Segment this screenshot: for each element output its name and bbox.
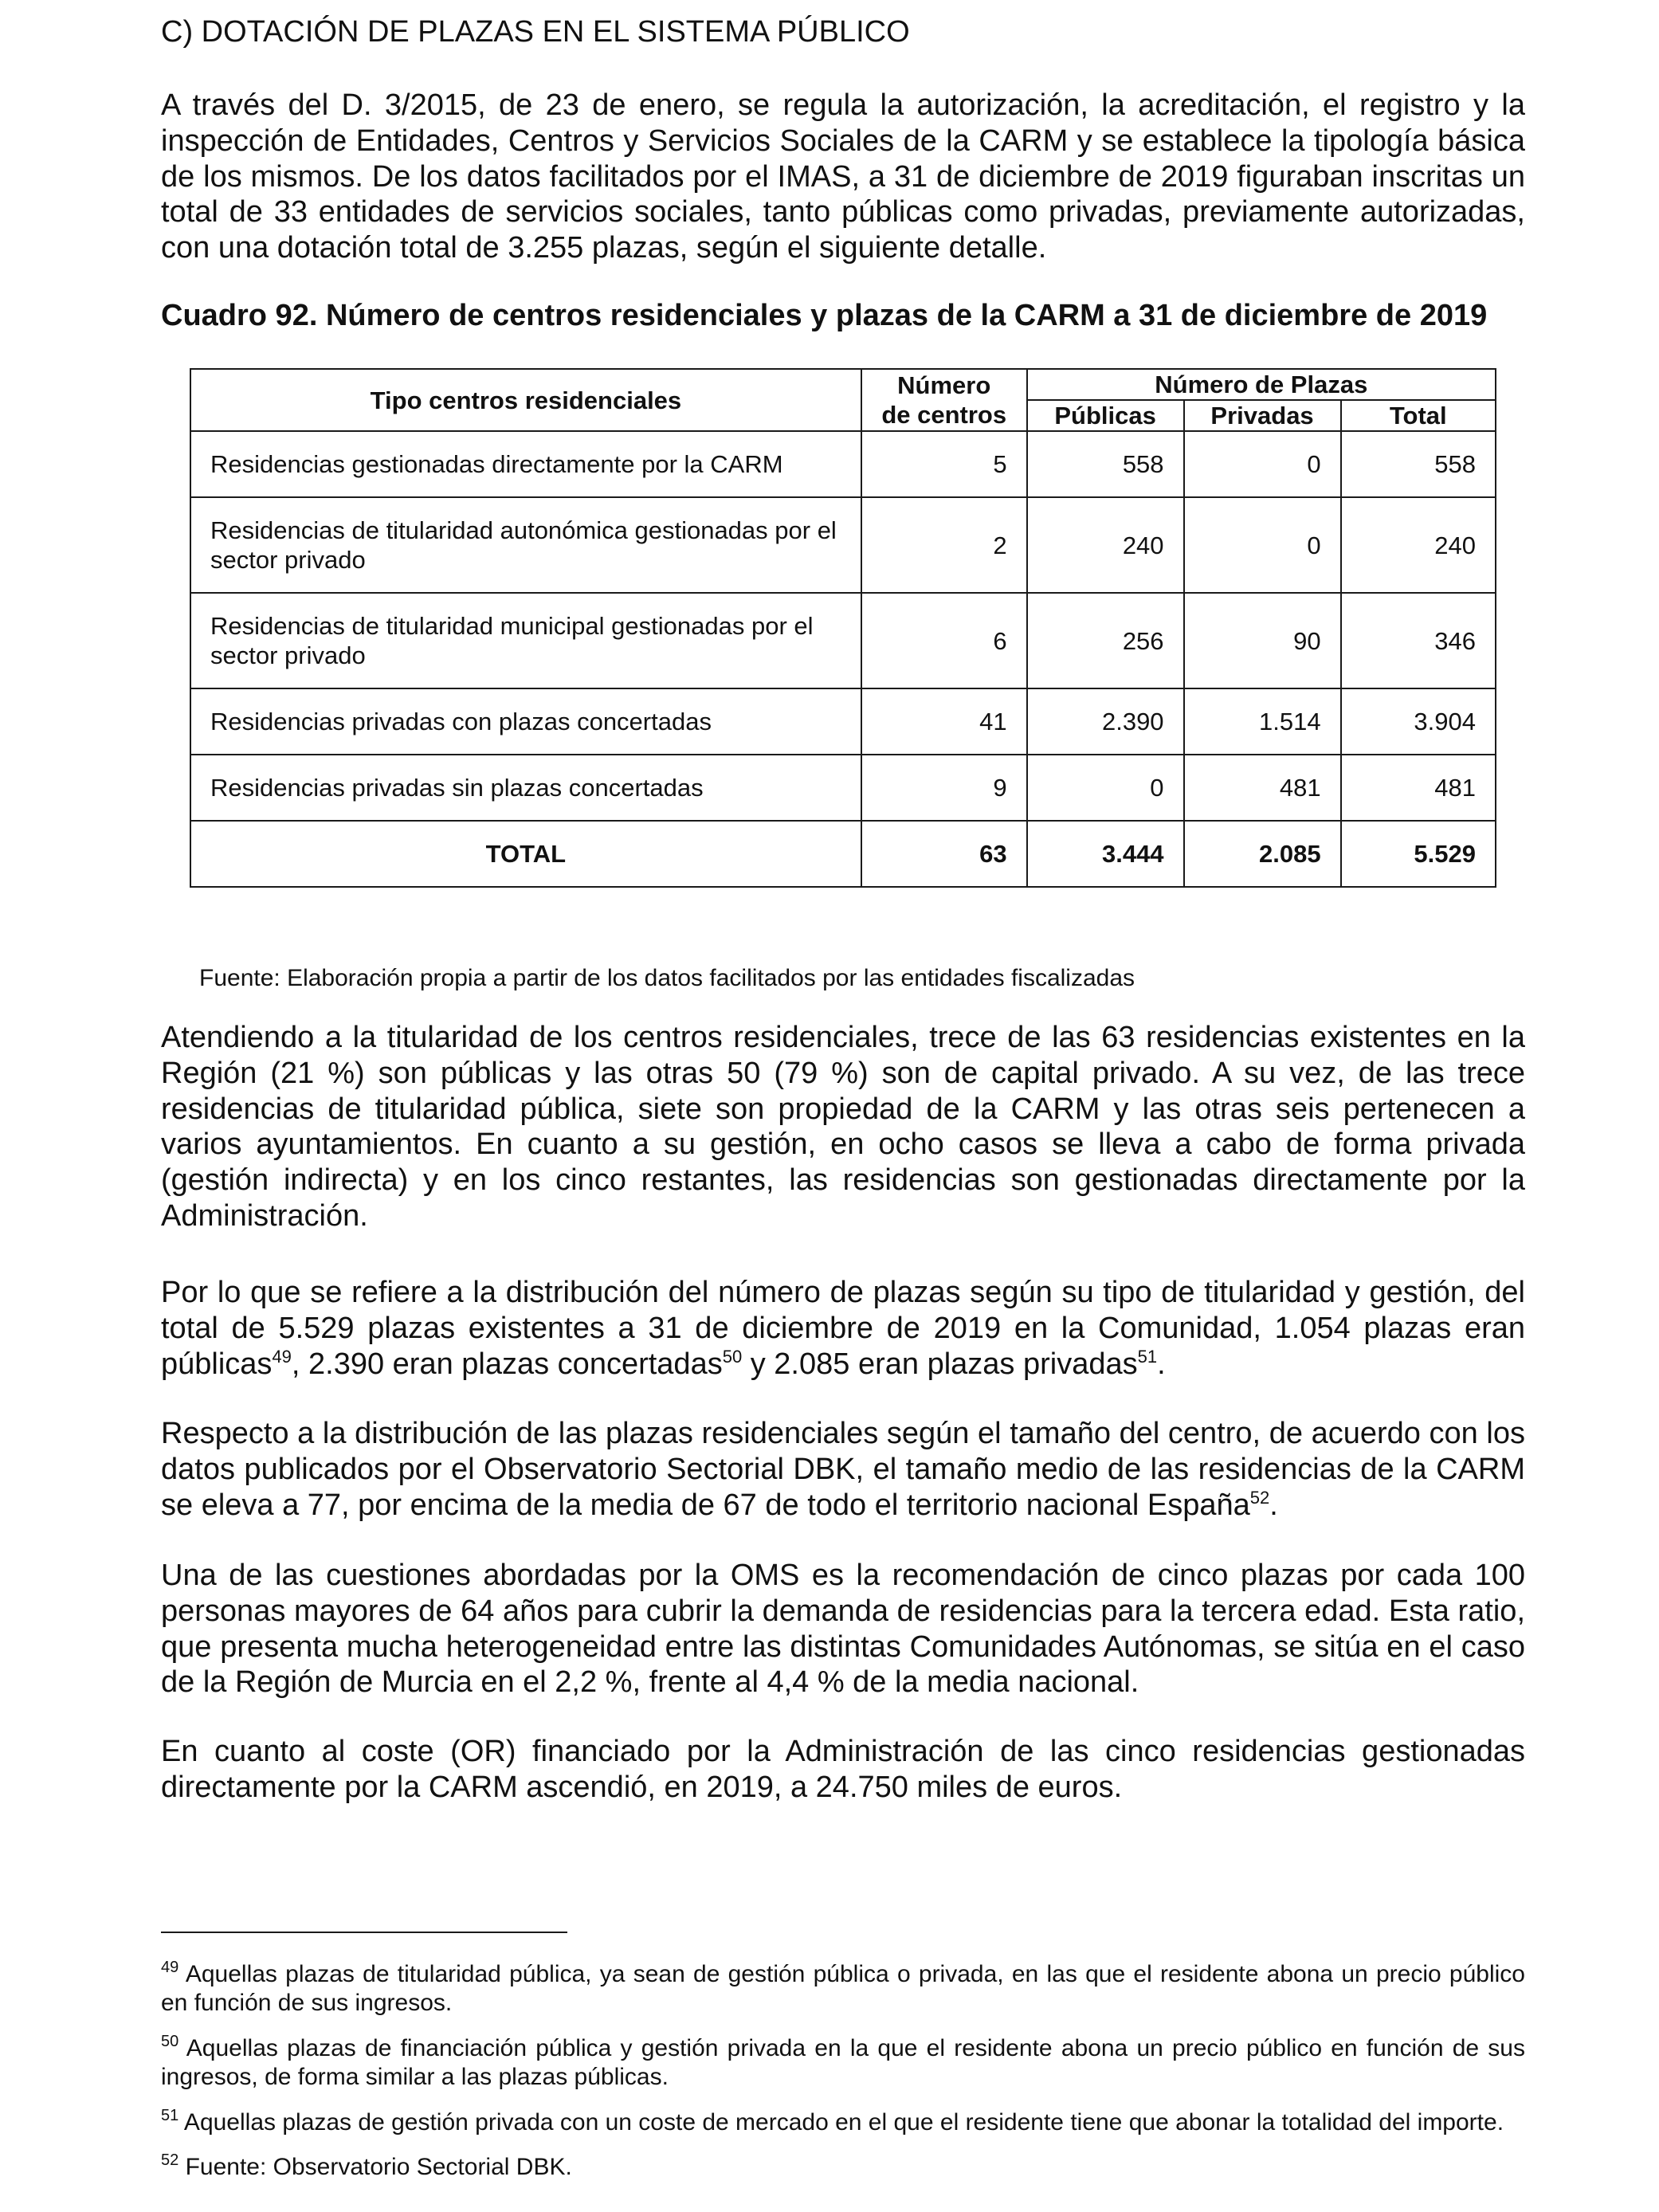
titularidad-paragraph: Atendiendo a la titularidad de los centros residenciales, trece de las 63 residencias existentes en la Región (21 %) son públicas y las otras 50 (79 %) son de capital privado. A su vez, de las trece residencias de titularidad pública, siete son propiedad de la CARM y las otras seis pertenecen a varios ayuntamientos. En cuanto a su gestión, en ocho casos se lleva a cabo de forma privada (gestión indirecta) y en los cinco restantes, las residencias son gestionadas directamente por la Administración. [161,1021,1525,1233]
cell-tipo: Residencias privadas con plazas concertadas [190,688,861,755]
cell-total: 5.529 [1341,821,1496,887]
footnote-51 [161,2108,1525,2137]
cell-publicas: 2.390 [1027,688,1184,755]
footnote-number: 52 [161,2151,179,2169]
header-numero-plazas: Número de Plazas [1027,369,1496,400]
cell-total: 3.904 [1341,688,1496,755]
footnote-text: Aquellas plazas de titularidad pública, ya sean de gestión pública o privada, en las que el residente abona un precio público en función de sus ingresos. [161,1961,1525,2016]
footnote-ref-52[interactable]: 52 [1249,1487,1270,1508]
coste-paragraph: En cuanto al coste (OR) financiado por la Administración de las cinco residencias gestionadas directamente por la CARM ascendió, en 2019, a 24.750 miles de euros. [161,1735,1525,1804]
cell-privadas: 2.085 [1184,821,1341,887]
cell-privadas: 90 [1184,593,1341,688]
cell-centros: 9 [861,755,1027,821]
cell-publicas: 0 [1027,755,1184,821]
distribucion-text-4: . [1157,1347,1166,1381]
tamano-paragraph [161,1416,1525,1523]
footnote-text: Aquellas plazas de financiación pública y gestión privada en la que el residente abona un precio público en función de sus ingresos, de forma similar a las plazas públicas. [161,2035,1525,2090]
cell-publicas: 558 [1027,431,1184,497]
table-row [190,688,1496,755]
tamano-end: . [1269,1488,1278,1522]
footnote-ref-49[interactable]: 49 [272,1346,292,1367]
footnote-divider [161,1932,567,1933]
table-source: Fuente: Elaboración propia a partir de los datos facilitados por las entidades fiscalizadas [199,965,1135,991]
cell-centros: 5 [861,431,1027,497]
table-caption: Cuadro 92. Número de centros residenciales y plazas de la CARM a 31 de diciembre de 2019 [161,299,1488,332]
cell-centros: 2 [861,497,1027,593]
cell-total: 558 [1341,431,1496,497]
footnote-number: 49 [161,1959,179,1976]
cell-total: 346 [1341,593,1496,688]
tamano-text: Respecto a la distribución de las plazas residenciales según el tamaño del centro, de acuerdo con los datos publicados por el Observatorio Sectorial DBK, el tamaño medio de las residencias de la CARM se eleva a 77, por encima de la media de 67 de todo el territorio nacional España [161,1417,1525,1522]
table-row [190,593,1496,688]
header-numero-centros: Número de centros [861,369,1027,431]
table-row [190,755,1496,821]
cell-total-label: TOTAL [190,821,861,887]
cell-publicas: 3.444 [1027,821,1184,887]
cell-tipo: Residencias de titularidad autonómica gestionadas por el sector privado [190,497,861,593]
cell-centros: 6 [861,593,1027,688]
distribucion-text-3: y 2.085 eran plazas privadas [742,1347,1138,1381]
distribucion-text-1: Por lo que se refiere a la distribución del número de plazas según su tipo de titularidad y gestión, del total de 5.529 plazas existentes a 31 de diciembre de 2019 en la Comunidad, 1.054 plazas eran públicas [161,1276,1525,1381]
cell-privadas: 0 [1184,431,1341,497]
cell-tipo: Residencias privadas sin plazas concertadas [190,755,861,821]
oms-paragraph: Una de las cuestiones abordadas por la OMS es la recomendación de cinco plazas por cada 100 personas mayores de 64 años para cubrir la demanda de residencias para la tercera edad. Esta ratio, que presenta mucha heterogeneidad entre las distintas Comunidades Autónomas, se sitúa en el caso de la Región de Murcia en el 2,2 %, frente al 4,4 % de la media nacional. [161,1559,1525,1700]
cell-centros: 63 [861,821,1027,887]
table-header-row [190,369,1496,400]
footnote-52 [161,2153,1525,2182]
header-publicas: Públicas [1027,400,1184,431]
residential-centers-table [190,368,1496,888]
cell-total: 240 [1341,497,1496,593]
distribucion-paragraph [161,1275,1525,1382]
footnote-50 [161,2034,1525,2091]
footnote-ref-51[interactable]: 51 [1137,1346,1158,1367]
cell-publicas: 256 [1027,593,1184,688]
intro-paragraph: A través del D. 3/2015, de 23 de enero, se regula la autorización, la acreditación, el registro y la inspección de Entidades, Centros y Servicios Sociales de la CARM y se establece la tipología básica de los mismos. De los datos facilitados por el IMAS, a 31 de diciembre de 2019 figuraban inscritas un total de 33 entidades de servicios sociales, tanto públicas como privadas, previamente autorizadas, con una dotación total de 3.255 plazas, según el siguiente detalle. [161,88,1525,265]
cell-total: 481 [1341,755,1496,821]
cell-privadas: 1.514 [1184,688,1341,755]
table-row [190,431,1496,497]
footnote-ref-50[interactable]: 50 [722,1346,743,1367]
cell-privadas: 481 [1184,755,1341,821]
footnote-text: Fuente: Observatorio Sectorial DBK. [178,2154,572,2180]
header-total: Total [1341,400,1496,431]
cell-centros: 41 [861,688,1027,755]
cell-privadas: 0 [1184,497,1341,593]
header-privadas: Privadas [1184,400,1341,431]
footnote-49 [161,1960,1525,2017]
cell-tipo: Residencias de titularidad municipal gestionadas por el sector privado [190,593,861,688]
header-tipo: Tipo centros residenciales [190,369,861,431]
table-row [190,497,1496,593]
section-heading: C) DOTACIÓN DE PLAZAS EN EL SISTEMA PÚBLICO [161,15,910,49]
cell-publicas: 240 [1027,497,1184,593]
table-total-row [190,821,1496,887]
footnote-number: 51 [161,2107,179,2124]
footnote-number: 50 [161,2033,179,2050]
cell-tipo: Residencias gestionadas directamente por la CARM [190,431,861,497]
footnote-text: Aquellas plazas de gestión privada con un coste de mercado en el que el residente tiene que abonar la totalidad del importe. [178,2109,1504,2136]
distribucion-text-2: , 2.390 eran plazas concertadas [291,1347,723,1381]
